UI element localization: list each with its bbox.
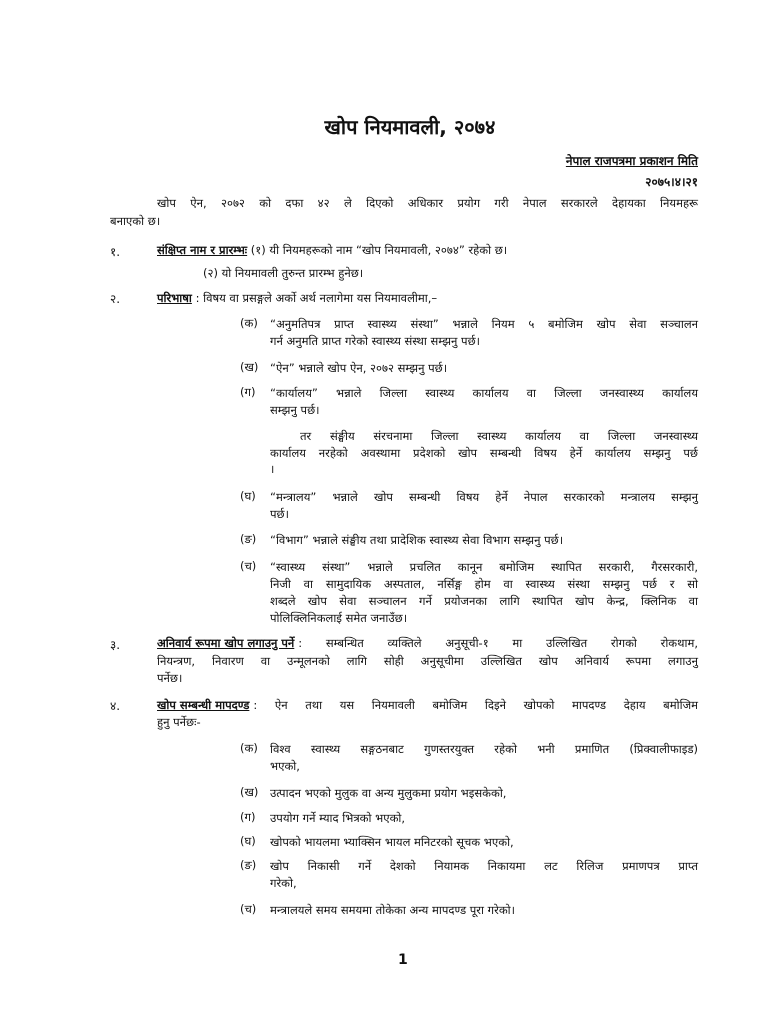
clause-line: “मन्त्रालय” भन्नाले खोप सम्बन्धी विषय हेर्ने नेपाल सरकारको मन्त्रालय सम्झनु (270, 490, 698, 504)
clause-line: गरेको, (270, 876, 297, 890)
rule-number: ४. (110, 699, 121, 713)
clause-line: शब्दले खोप सेवा सञ्चालन गर्ने प्रयोजनका लागि स्थापित खोप केन्द्र, क्लिनिक वा (270, 594, 698, 608)
clause-label: (ख) (240, 360, 259, 374)
clause-line: भएको, (270, 759, 300, 773)
rule-text: : विषय वा प्रसङ्गले अर्को अर्थ नलागेमा यस नियमावलीमा,– (195, 291, 438, 305)
clause-line: पोलिक्लिनिकलाई समेत जनाउँछ। (270, 611, 408, 625)
rule-heading: संक्षिप्त नाम र प्रारम्भः (157, 243, 248, 257)
rule-1 (157, 242, 507, 258)
clause-label: (ङ) (240, 532, 257, 546)
rule-text: नियन्त्रण, निवारण वा उन्मूलनको लागि सोही अनुसूचीमा उल्लिखित खोप अनिवार्य रूपमा लगाउनु (157, 654, 698, 668)
clause-line: मन्त्रालयले समय समयमा तोकेका अन्य मापदण्ड पूरा गरेको। (270, 903, 515, 917)
clause-label: (ङ) (240, 858, 257, 872)
clause-label: (च) (240, 902, 257, 916)
rule-number: १. (110, 245, 121, 259)
clause-line: खोपको भायलमा भ्याक्सिन भायल मनिटरको सूचक भएको, (270, 835, 514, 849)
rule-heading: खोप सम्बन्धी मापदण्ड (157, 698, 250, 712)
rule-heading: अनिवार्य रूपमा खोप लगाउनु पर्ने (157, 636, 295, 650)
preamble-line-2: बनाएको छ। (110, 214, 161, 228)
clause-line: “ऐन” भन्नाले खोप ऐन, २०७२ सम्झनु पर्छ। (270, 361, 448, 375)
clause-label: (घ) (240, 834, 256, 848)
preamble-line-1: खोप ऐन, २०७२ को दफा ४२ ले दिएको अधिकार प्रयोग गरी नेपाल सरकारले देहायका नियमहरू (157, 196, 698, 210)
rule-text: : सम्बन्धित व्यक्तिले अनुसूची-१ मा उल्लिखित रोगको रोकथाम, (298, 636, 698, 650)
clause-line: । (270, 462, 275, 476)
clause-line: विश्व स्वास्थ्य सङ्गठनबाट गुणस्तरयुक्त रहेको भनी प्रमाणित (प्रिक्वालीफाइड) (270, 742, 698, 756)
clause-line: कार्यालय नरहेको अवस्थामा प्रदेशको खोप सम्बन्धी विषय हेर्ने कार्यालय सम्झनु पर्छ (270, 446, 698, 460)
rule-text: : ऐन तथा यस नियमावली बमोजिम दिइने खोपको मापदण्ड देहाय बमोजिम (253, 698, 698, 712)
clause-line: “अनुमतिपत्र प्राप्त स्वास्थ्य संस्था” भन्नाले नियम ५ बमोजिम खोप सेवा सञ्चालन (270, 317, 698, 331)
clause-label: (क) (240, 316, 258, 330)
rule-text: पर्नेछ। (157, 671, 183, 685)
page-title: खोप नियमावली, २०७४ (324, 115, 496, 139)
rule-3 (157, 635, 698, 651)
rule-text: (१) यी नियमहरूको नाम “खोप नियमावली, २०७४” रहेको छ। (250, 243, 508, 257)
clause-label: (ग) (240, 385, 256, 399)
clause-label: (घ) (240, 489, 256, 503)
clause-line: “विभाग” भन्नाले संङ्घीय तथा प्रादेशिक स्वास्थ्य सेवा विभाग सम्झनु पर्छ। (270, 533, 564, 547)
rule-4 (157, 697, 698, 713)
rule-number: २. (110, 292, 121, 306)
rule-heading: परिभाषा (157, 291, 192, 305)
clause-label: (क) (240, 741, 258, 755)
clause-line: उपयोग गर्ने म्याद भित्रको भएको, (270, 811, 406, 825)
clause-line: सम्झनु पर्छ। (270, 403, 320, 417)
rule-2 (157, 290, 437, 306)
rule-text: हुनु पर्नेछः- (157, 715, 201, 729)
clause-label: (ख) (240, 785, 259, 799)
clause-line: खोप निकासी गर्ने देशको नियामक निकायमा लट रिलिज प्रमाणपत्र प्राप्त (270, 859, 698, 873)
page-number: 1 (398, 952, 408, 968)
publication-date-label: नेपाल राजपत्रमा प्रकाशन मिति (565, 154, 698, 168)
clause-line: उत्पादन भएको मुलुक वा अन्य मुलुकमा प्रयोग भइसकेको, (270, 786, 507, 800)
publication-date: २०७५।४।२१ (645, 175, 698, 189)
rule-text: (२) यो नियमावली तुरुन्त प्रारम्भ हुनेछ। (203, 266, 364, 280)
rule-number: ३. (110, 638, 121, 652)
clause-label: (ग) (240, 810, 256, 824)
clause-line: “स्वास्थ्य संस्था” भन्नाले प्रचलित कानून बमोजिम स्थापित सरकारी, गैरसरकारी, (270, 560, 698, 574)
clause-line: तर संङ्घीय संरचनामा जिल्ला स्वास्थ्य कार्यालय वा जिल्ला जनस्वास्थ्य (300, 429, 698, 443)
clause-line: गर्न अनुमति प्राप्त गरेको स्वास्थ्य संस्था सम्झनु पर्छ। (270, 334, 481, 348)
clause-line: पर्छ। (270, 507, 289, 521)
clause-line: “कार्यालय” भन्नाले जिल्ला स्वास्थ्य कार्यालय वा जिल्ला जनस्वास्थ्य कार्यालय (270, 386, 698, 400)
clause-label: (च) (240, 559, 257, 573)
clause-line: निजी वा सामुदायिक अस्पताल, नर्सिङ्ग होम वा स्वास्थ्य संस्था सम्झनु पर्छ र सो (270, 577, 698, 591)
